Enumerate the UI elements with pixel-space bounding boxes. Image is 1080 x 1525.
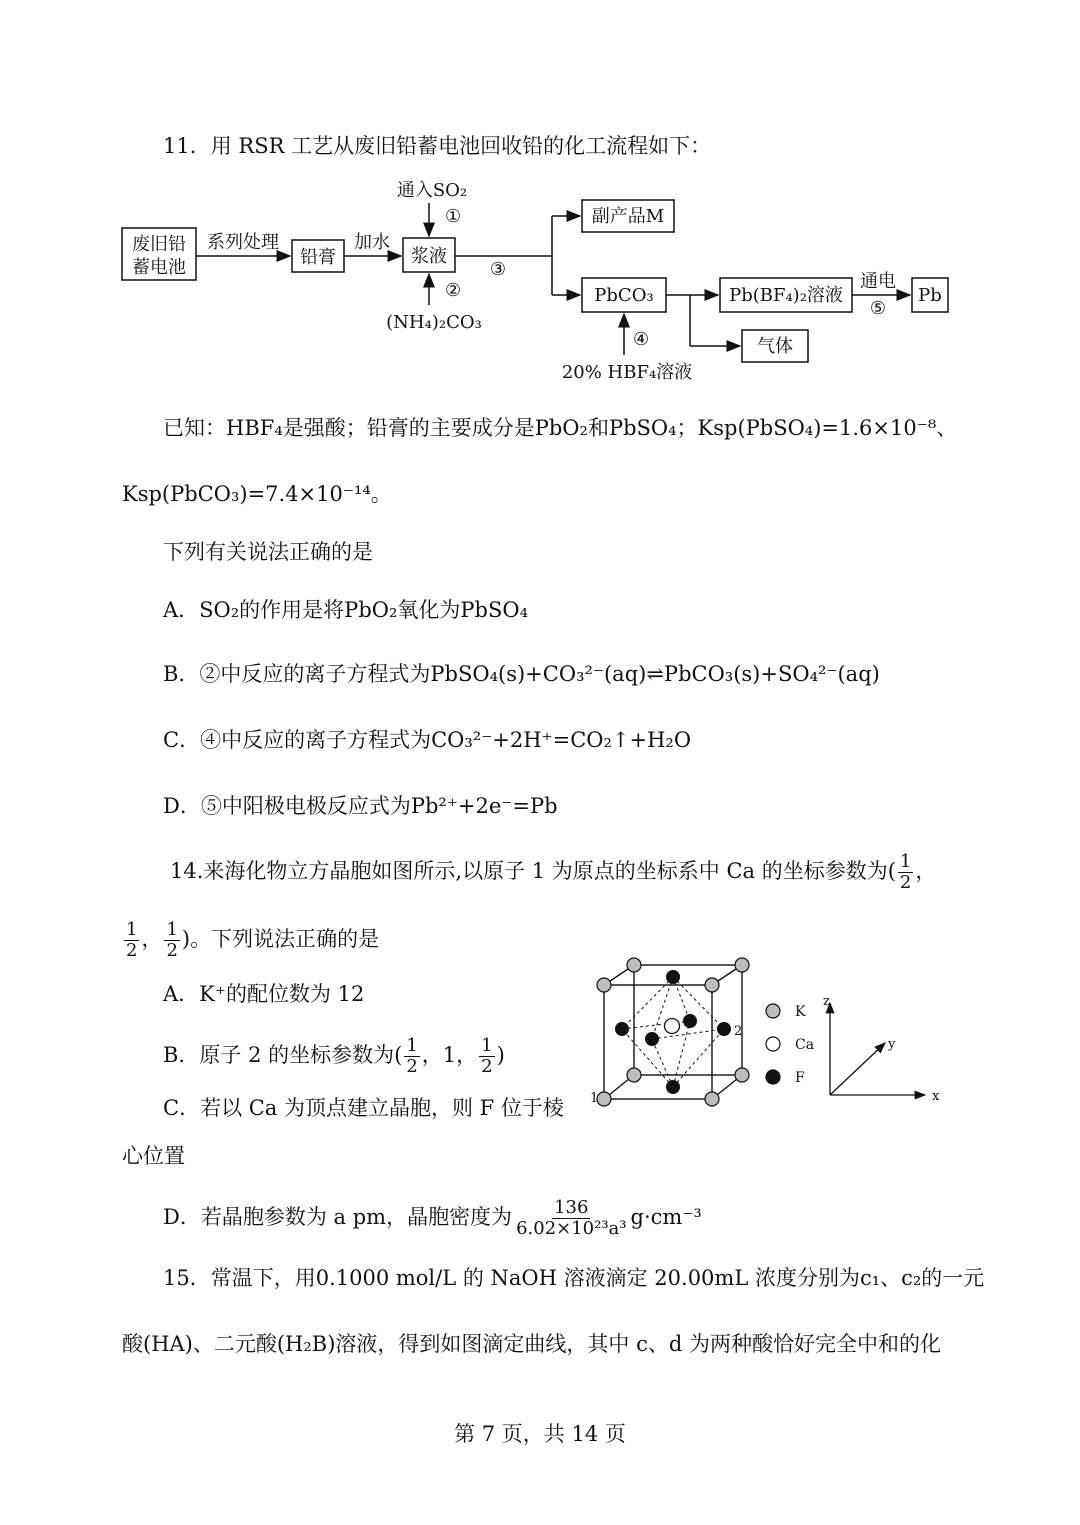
- f-atom: [645, 1032, 659, 1046]
- legend-k-marker: [766, 1004, 780, 1018]
- q14-option-b-post: ): [496, 1043, 505, 1067]
- q14-option-a: A．K⁺的配位数为 12: [163, 982, 365, 1006]
- axis-y-label: y: [888, 1037, 896, 1052]
- q14-option-d-unit: g·cm⁻³: [630, 1205, 702, 1229]
- electrolysis-label: 通电: [860, 271, 896, 292]
- q14-density-fraction: $\frac{136}{\text{6.02×10²³a³}}$: [516, 1197, 627, 1239]
- q11-option-d: D．⑤中阳极电极反应式为Pb²⁺+2e⁻=Pb: [163, 794, 558, 818]
- step2-label: ②: [445, 280, 462, 301]
- box-slurry-label: 浆液: [411, 246, 447, 267]
- axis-x-label: x: [932, 1089, 940, 1104]
- q14-ca-y-fraction: $\frac{1}{2}$: [126, 919, 138, 961]
- f-atom: [666, 970, 680, 984]
- page-footer: 第 7 页，共 14 页: [454, 1422, 626, 1446]
- arrow2-label: 加水: [354, 232, 390, 253]
- f-atom: [683, 1014, 697, 1028]
- q11-flowchart: [0, 168, 1080, 428]
- q14-option-b: [163, 1036, 505, 1077]
- q11-known-line2: Ksp(PbCO₃)=7.4×10⁻¹⁴。: [122, 482, 392, 506]
- q14-sep: ，: [141, 927, 163, 951]
- k-atom: [627, 1068, 641, 1082]
- step1-label: ①: [445, 206, 462, 227]
- legend-k-label: K: [795, 1004, 806, 1020]
- step3-label: ③: [489, 259, 507, 280]
- box-pbbf4-label: Pb(BF₄)₂溶液: [729, 285, 843, 306]
- f-atom: [666, 1080, 680, 1094]
- box-paste-label: 铅膏: [300, 247, 336, 268]
- q14-line2: [122, 920, 379, 961]
- k-atom: [627, 958, 641, 972]
- k-atom: [597, 1092, 611, 1106]
- q14-ca-z-fraction: $\frac{1}{2}$: [166, 919, 178, 961]
- q14-option-b-frac1: $\frac{1}{2}$: [406, 1035, 418, 1077]
- q14-line1-end: ，: [915, 859, 937, 883]
- q14-option-c-cont: 心位置: [122, 1144, 185, 1168]
- hbf4-input-label: 20% HBF₄溶液: [561, 362, 693, 383]
- q14-option-b-frac2: $\frac{1}{2}$: [481, 1035, 493, 1077]
- f-atom: [615, 1022, 629, 1036]
- q11-option-c: C．④中反应的离子方程式为CO₃²⁻+2H⁺=CO₂↑+H₂O: [163, 728, 692, 752]
- q14-line2-text: )。下列说法正确的是: [181, 927, 380, 951]
- box-pb-label: Pb: [918, 285, 942, 306]
- top-input-label: 通入SO₂: [396, 180, 468, 201]
- ca-atom: [665, 1019, 680, 1034]
- box-battery-line1: 废旧铅: [132, 234, 186, 255]
- q11-option-a: A．SO₂的作用是将PbO₂氧化为PbSO₄: [163, 598, 528, 622]
- box-battery-line2: 蓄电池: [132, 257, 186, 278]
- atom1-label: 1: [590, 1091, 599, 1106]
- q14-option-d-pre: D．若晶胞参数为 a pm，晶胞密度为: [163, 1205, 513, 1229]
- q15-line2: 酸(HA)、二元酸(H₂B)溶液，得到如图滴定曲线，其中 c、d 为两种酸恰好完全中和的化: [122, 1332, 941, 1356]
- k-atom: [705, 978, 719, 992]
- legend-ca-marker: [766, 1037, 780, 1051]
- legend-f-marker: [766, 1070, 780, 1084]
- q11-prompt: 下列有关说法正确的是: [163, 540, 373, 564]
- q11-title: 11．用 RSR 工艺从废旧铅蓄电池回收铅的化工流程如下：: [163, 134, 712, 158]
- k-atom: [705, 1092, 719, 1106]
- q14-option-c: C．若以 Ca 为顶点建立晶胞，则 F 位于棱: [163, 1096, 564, 1120]
- arrow1-label: 系列处理: [207, 232, 279, 253]
- q11-known-line1: 已知：HBF₄是强酸；铅膏的主要成分是PbO₂和PbSO₄；Ksp(PbSO₄)=1.6×10⁻⁸、: [163, 416, 958, 440]
- q11-option-b: B．②中反应的离子方程式为PbSO₄(s)+CO₃²⁻(aq)⇌PbCO₃(s)+SO₄²⁻(aq): [163, 662, 880, 686]
- legend-ca-label: Ca: [795, 1037, 815, 1053]
- q15-line1: 15．常温下，用0.1000 mol/L 的 NaOH 溶液滴定 20.00mL 浓度分别为c₁、c₂的一元: [163, 1266, 985, 1290]
- legend-f-label: F: [795, 1070, 805, 1086]
- k-atom: [597, 978, 611, 992]
- q14-option-b-mid: ，1，: [421, 1043, 478, 1067]
- atom2-label: 2: [734, 1024, 743, 1039]
- q14-line1-text: 14.来海化物立方晶胞如图所示,以原子 1 为原点的坐标系中 Ca 的坐标参数为(: [170, 859, 896, 883]
- q14-ca-x-fraction: $\frac{1}{2}$: [899, 851, 912, 893]
- box-pbco3-label: PbCO₃: [594, 285, 654, 306]
- q14-crystal-figure: [580, 955, 960, 1115]
- k-atom: [735, 1068, 749, 1082]
- box-byproduct-label: 副产品M: [591, 206, 665, 227]
- f-atom: [717, 1022, 731, 1036]
- axis-z-label: z: [823, 994, 830, 1009]
- k-atom: [735, 958, 749, 972]
- q14-option-b-pre: B．原子 2 的坐标参数为(: [163, 1043, 403, 1067]
- step4-label: ④: [633, 329, 650, 350]
- q14-line1: [170, 852, 936, 893]
- step5-label: ⑤: [869, 298, 887, 319]
- box-gas-label: 气体: [757, 336, 793, 357]
- bottom-input-label: (NH₄)₂CO₃: [386, 312, 482, 333]
- q14-option-d: [163, 1198, 702, 1239]
